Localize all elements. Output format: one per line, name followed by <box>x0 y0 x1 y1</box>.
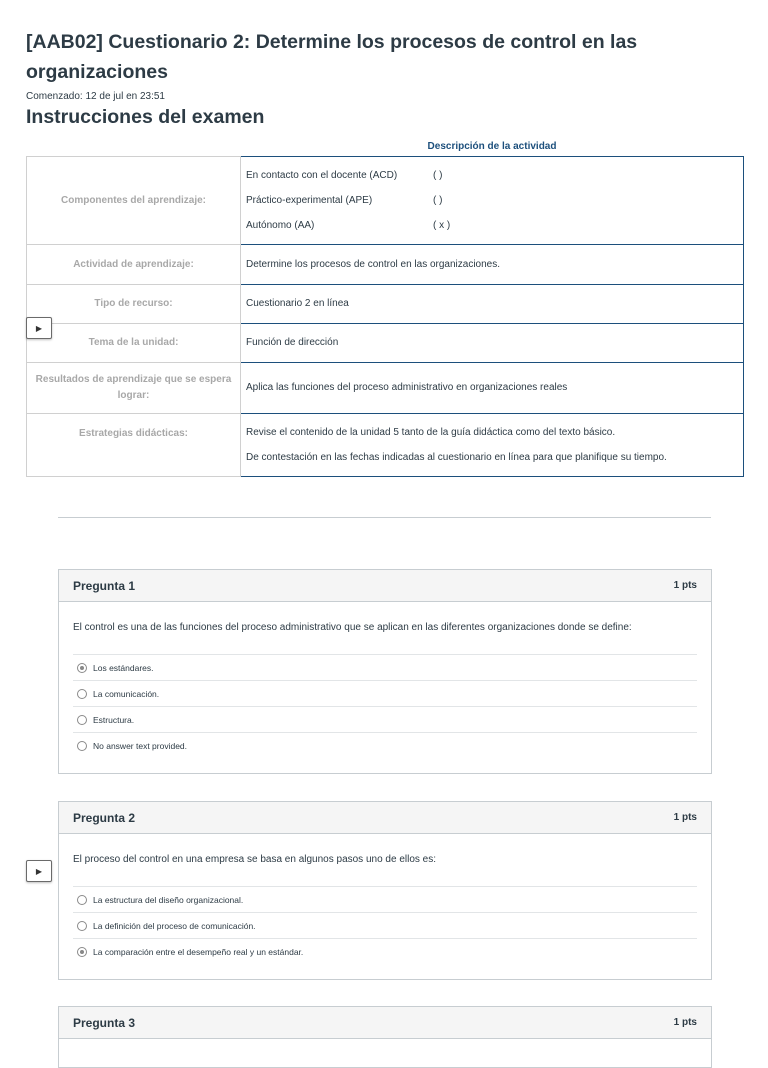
play-icon: ▶ <box>35 866 43 876</box>
component-name: En contacto con el docente (ACD) <box>246 169 398 181</box>
question-card-1 <box>58 569 712 774</box>
answer-text: La definición del proceso de comunicación. <box>93 920 256 931</box>
question-header <box>59 1007 711 1039</box>
table-row <box>27 324 744 363</box>
component-name: Práctico-experimental (APE) <box>246 194 373 206</box>
question-title: Pregunta 2 <box>73 810 136 825</box>
question-points: 1 pts <box>673 580 697 591</box>
question-text: El proceso del control en una empresa se basa en algunos pasos uno de ellos es: <box>73 854 437 865</box>
answer-option[interactable] <box>73 655 697 681</box>
question-header <box>59 570 711 602</box>
answer-option[interactable] <box>73 887 697 913</box>
component-name: Autónomo (AA) <box>246 219 315 231</box>
answer-option[interactable] <box>73 733 697 758</box>
play-icon: ▶ <box>35 323 43 333</box>
radio-unselected[interactable] <box>77 689 87 699</box>
resource-label: Tipo de recurso: <box>27 285 241 324</box>
strategy-line: De contestación en las fechas indicadas al cuestionario en línea para que planifique su tiempo. <box>246 451 667 463</box>
answer-text: La estructura del diseño organizacional. <box>93 894 244 905</box>
strategy-line: Revise el contenido de la unidad 5 tanto de la guía didáctica como del texto básico. <box>246 426 616 438</box>
play-button[interactable] <box>26 860 52 882</box>
answer-option[interactable] <box>73 913 697 939</box>
component-mark: ( ) <box>433 194 443 206</box>
results-value: Aplica las funciones del proceso administrativo en organizaciones reales <box>241 363 744 414</box>
question-card-2 <box>58 801 712 980</box>
answer-list <box>73 654 697 758</box>
radio-selected[interactable] <box>77 947 87 957</box>
component-mark: ( ) <box>433 169 443 181</box>
strategies-value <box>241 414 744 477</box>
answer-text: No answer text provided. <box>93 740 188 751</box>
radio-unselected[interactable] <box>77 715 87 725</box>
activity-value: Determine los procesos de control en las organizaciones. <box>241 245 744 285</box>
resource-value: Cuestionario 2 en línea <box>241 285 744 324</box>
question-header <box>59 802 711 834</box>
answer-option[interactable] <box>73 681 697 707</box>
components-label: Componentes del aprendizaje: <box>27 157 241 245</box>
answer-text: La comunicación. <box>93 688 160 699</box>
description-caption: Descripción de la actividad <box>427 141 557 152</box>
radio-unselected[interactable] <box>77 741 87 751</box>
topic-value: Función de dirección <box>241 324 744 363</box>
topic-label: Tema de la unidad: <box>27 324 241 363</box>
table-row <box>27 414 744 477</box>
table-row <box>27 285 744 324</box>
radio-selected[interactable] <box>77 663 87 673</box>
question-title: Pregunta 3 <box>73 1015 136 1030</box>
question-points: 1 pts <box>673 1017 697 1028</box>
table-row <box>27 245 744 285</box>
component-mark: ( x ) <box>433 219 451 231</box>
play-button[interactable] <box>26 317 52 339</box>
section-divider <box>58 517 711 518</box>
answer-option[interactable] <box>73 939 697 964</box>
quiz-title: [AAB02] Cuestionario 2: Determine los procesos de control en las organizaciones <box>26 31 638 83</box>
answer-text: La comparación entre el desempeño real y un estándar. <box>93 946 304 957</box>
activity-description-table <box>26 156 744 477</box>
table-row <box>27 363 744 414</box>
started-timestamp: Comenzado: 12 de jul en 23:51 <box>26 91 165 102</box>
radio-unselected[interactable] <box>77 895 87 905</box>
instructions-heading: Instrucciones del examen <box>26 106 265 128</box>
question-card-3 <box>58 1006 712 1068</box>
question-points: 1 pts <box>673 812 697 823</box>
question-text: El control es una de las funciones del proceso administrativo que se aplican en las diferentes organizaciones donde se define: <box>73 622 632 633</box>
answer-text: Estructura. <box>93 714 135 725</box>
table-row <box>27 157 744 245</box>
answer-list <box>73 886 697 964</box>
activity-label: Actividad de aprendizaje: <box>27 245 241 285</box>
component-line <box>246 163 738 188</box>
answer-text: Los estándares. <box>93 662 154 673</box>
question-title: Pregunta 1 <box>73 578 136 593</box>
components-value <box>241 157 744 245</box>
component-line <box>246 213 738 238</box>
results-label: Resultados de aprendizaje que se espera lograr: <box>27 363 241 414</box>
radio-unselected[interactable] <box>77 921 87 931</box>
component-line <box>246 188 738 213</box>
answer-option[interactable] <box>73 707 697 733</box>
strategies-label: Estrategias didácticas: <box>27 414 241 477</box>
